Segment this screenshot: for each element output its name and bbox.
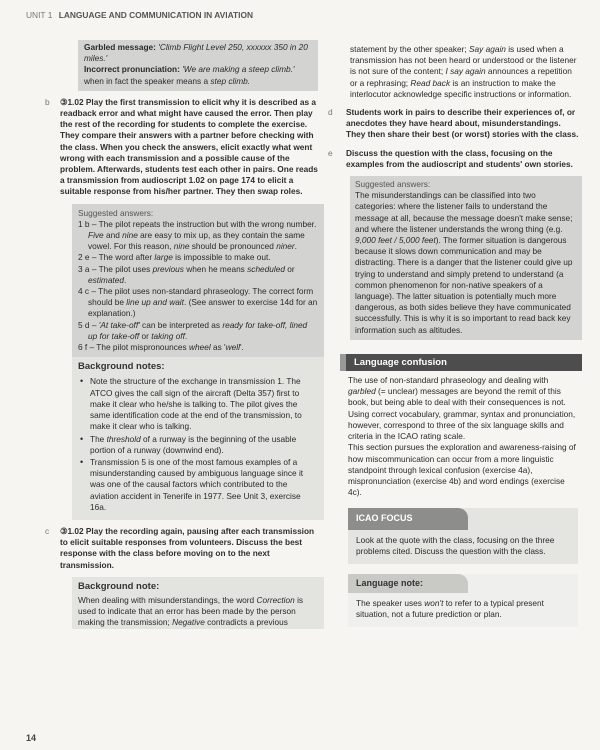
answer-item: 5 d – 'At take-off' can be interpreted as ready for take-off, lined up for take-off or taking off. xyxy=(78,319,308,341)
suggested-answers-box xyxy=(72,204,324,358)
answer-item: 4 c – The pilot uses non-standard phraseology. The correct form should be line up and wait. (See answer to exercise 14d for an explanation.) xyxy=(78,286,318,319)
audio-track-icon: ③1.02 xyxy=(60,525,84,536)
task-e-text: Discuss the question with the class, focusing on the examples from the audioscript and students' own stories. xyxy=(346,147,573,169)
task-c xyxy=(45,525,324,571)
pronunciation-step: step climb. xyxy=(210,75,251,86)
task-e xyxy=(328,147,582,170)
garbled-message-box xyxy=(78,40,318,91)
background-note-item: • The threshold of a runway is the beginning of the usable portion of a runway (downwind end). xyxy=(78,434,318,456)
pronunciation-text: when in fact the speaker means a xyxy=(84,75,211,86)
right-column xyxy=(328,44,582,627)
language-confusion-body xyxy=(340,371,582,498)
suggested-answers-box-right xyxy=(350,176,582,340)
pronunciation-label: Incorrect pronunciation: xyxy=(84,64,180,75)
unit-label: UNIT 1 xyxy=(26,10,53,20)
answer-item: 2 e – The word after large is impossible to make out. xyxy=(78,252,271,263)
unit-title: LANGUAGE AND COMMUNICATION IN AVIATION xyxy=(58,10,254,20)
background-notes-list xyxy=(78,376,318,512)
task-b-text: Play the first transmission to elicit why it is described as a readback error and what might have caused the error. Then play the rest of the recording for students to complete the exercise. They compare their answers with a partner before checking with the class. When you check the answers, elicit exactly what went wrong with each transmission and a possible cause of the problem. Afterwards, students test each other in pairs. One reads a transmission from audioscript 1.02 on page 174 to elicit a suitable response from his/her partner. They then swap roles. xyxy=(60,96,318,197)
task-d xyxy=(328,107,582,141)
suggested-answers-heading: Suggested answers: xyxy=(78,207,154,218)
background-note-continued: statement by the other speaker; Say again is used when a transmission has not been heard or understood or the listener is not sure of the content; I say again announces a repetition or a rephrasing; Read back is an instruction to make the interlocutor acknowledge specific instructions or information. xyxy=(350,44,577,99)
page-number: 14 xyxy=(26,733,37,743)
language-confusion-heading: Language confusion xyxy=(340,354,582,371)
icao-focus-text: Look at the quote with the class, focusing on the three problems cited. Discuss the question with the class. xyxy=(356,534,555,556)
icao-focus-heading: ICAO FOCUS xyxy=(348,508,468,529)
background-note-item: • Note the structure of the exchange in transmission 1. The ATCO gives the call sign of the aircraft (Delta 357) first to make it clear who he/she is talking to. The pilot gives the same identification code at the end of the transmission, to make it clear who is talking. xyxy=(78,376,318,432)
answer-item: 3 a – The pilot uses previous when he means scheduled or estimated. xyxy=(78,263,295,285)
task-c-letter: c xyxy=(45,525,50,536)
left-column xyxy=(45,40,324,629)
answer-item: 6 f – The pilot mispronounces wheel as 'well'. xyxy=(78,342,244,353)
pronunciation-quote: 'We are making a steep climb.' xyxy=(182,64,295,75)
garbled-line xyxy=(84,42,312,64)
background-notes-heading: Background notes: xyxy=(78,361,165,373)
background-note-heading: Background note: xyxy=(78,580,160,592)
pronunciation-line xyxy=(84,64,312,86)
language-confusion-para1: The use of non-standard phraseology and dealing with garbled (= unclear) messages are beyond the remit of this book, but being able to deal with their consequences is not. Using correct vocabulary, grammar, syntax and pronunciation, however, correspond to three of the six language skills and criteria in the ICAO rating scale. xyxy=(348,375,576,442)
suggested-answers-heading: Suggested answers: xyxy=(355,179,431,190)
running-header xyxy=(26,10,586,21)
task-d-text: Students work in pairs to describe their experiences of, or anecdotes they have heard about, misunderstandings. They then share their best (or worst) stories with the class. xyxy=(346,107,579,140)
suggested-answers-text: The misunderstandings can be classified into two categories: where the listener fails to understand the message at all, because the message doesn't make sense; and where the listener understands the wrong thing (e.g. 9,000 feet / 5,000 feet). The former situation is dangerous because it slows down communication and may be distracting. There is a danger that the listener could give up trying to understand and simply pretend to understand (a common phenomenon for non-native speakers of a language). The latter situation is potentially much more dangerous, as both sides believe they have communicated successfully. This is why it is so important to read back key information such as altitudes. xyxy=(355,190,573,335)
task-b xyxy=(45,96,324,198)
answer-item: 1 b – The pilot repeats the instruction but with the wrong number. Five and nine are easy to mix up, as they contain the same vowel. For this reason, nine should be pronounced niner. xyxy=(78,218,317,252)
background-notes-box xyxy=(72,357,324,520)
task-e-letter: e xyxy=(328,147,333,158)
audio-track-icon: ③1.02 xyxy=(60,96,84,107)
task-d-letter: d xyxy=(328,107,333,118)
garbled-text: 'Climb Flight Level 250, xxxxxx 350 in 20 miles.' xyxy=(84,42,308,64)
answers-list xyxy=(78,219,318,353)
background-note-text: When dealing with misunderstandings, the word Correction is used to indicate that an error has been made by the person making the transmission; Negative contradicts a previous xyxy=(78,594,304,628)
task-c-text: Play the recording again, pausing after each transmission to elicit suitable responses from volunteers. Discuss the best response with the class before moving on to the next transmission. xyxy=(60,525,315,570)
language-confusion-para2: This section pursues the exploration and awareness-raising of how miscommunication can occur from a more linguistic standpoint through lexical confusion (exercise 4a), mispronunciation (exercise 4b) and word endings (exercise 4c). xyxy=(348,442,576,498)
icao-focus-box xyxy=(348,508,578,564)
background-note-box xyxy=(72,577,324,629)
language-note-box xyxy=(348,574,578,627)
garbled-label: Garbled message: xyxy=(84,42,156,52)
language-note-heading: Language note: xyxy=(348,574,468,593)
background-note-item: • Transmission 5 is one of the most famous examples of a misunderstanding caused by ambiguous language since it was one of the causal factors which contributed to the aviation accident in Tenerife in 1977. See Unit 3, exercise 16a. xyxy=(78,457,318,513)
language-note-text: The speaker uses won't to refer to a typical present situation, not a future prediction or plan. xyxy=(356,598,544,620)
task-b-letter: b xyxy=(45,96,50,107)
